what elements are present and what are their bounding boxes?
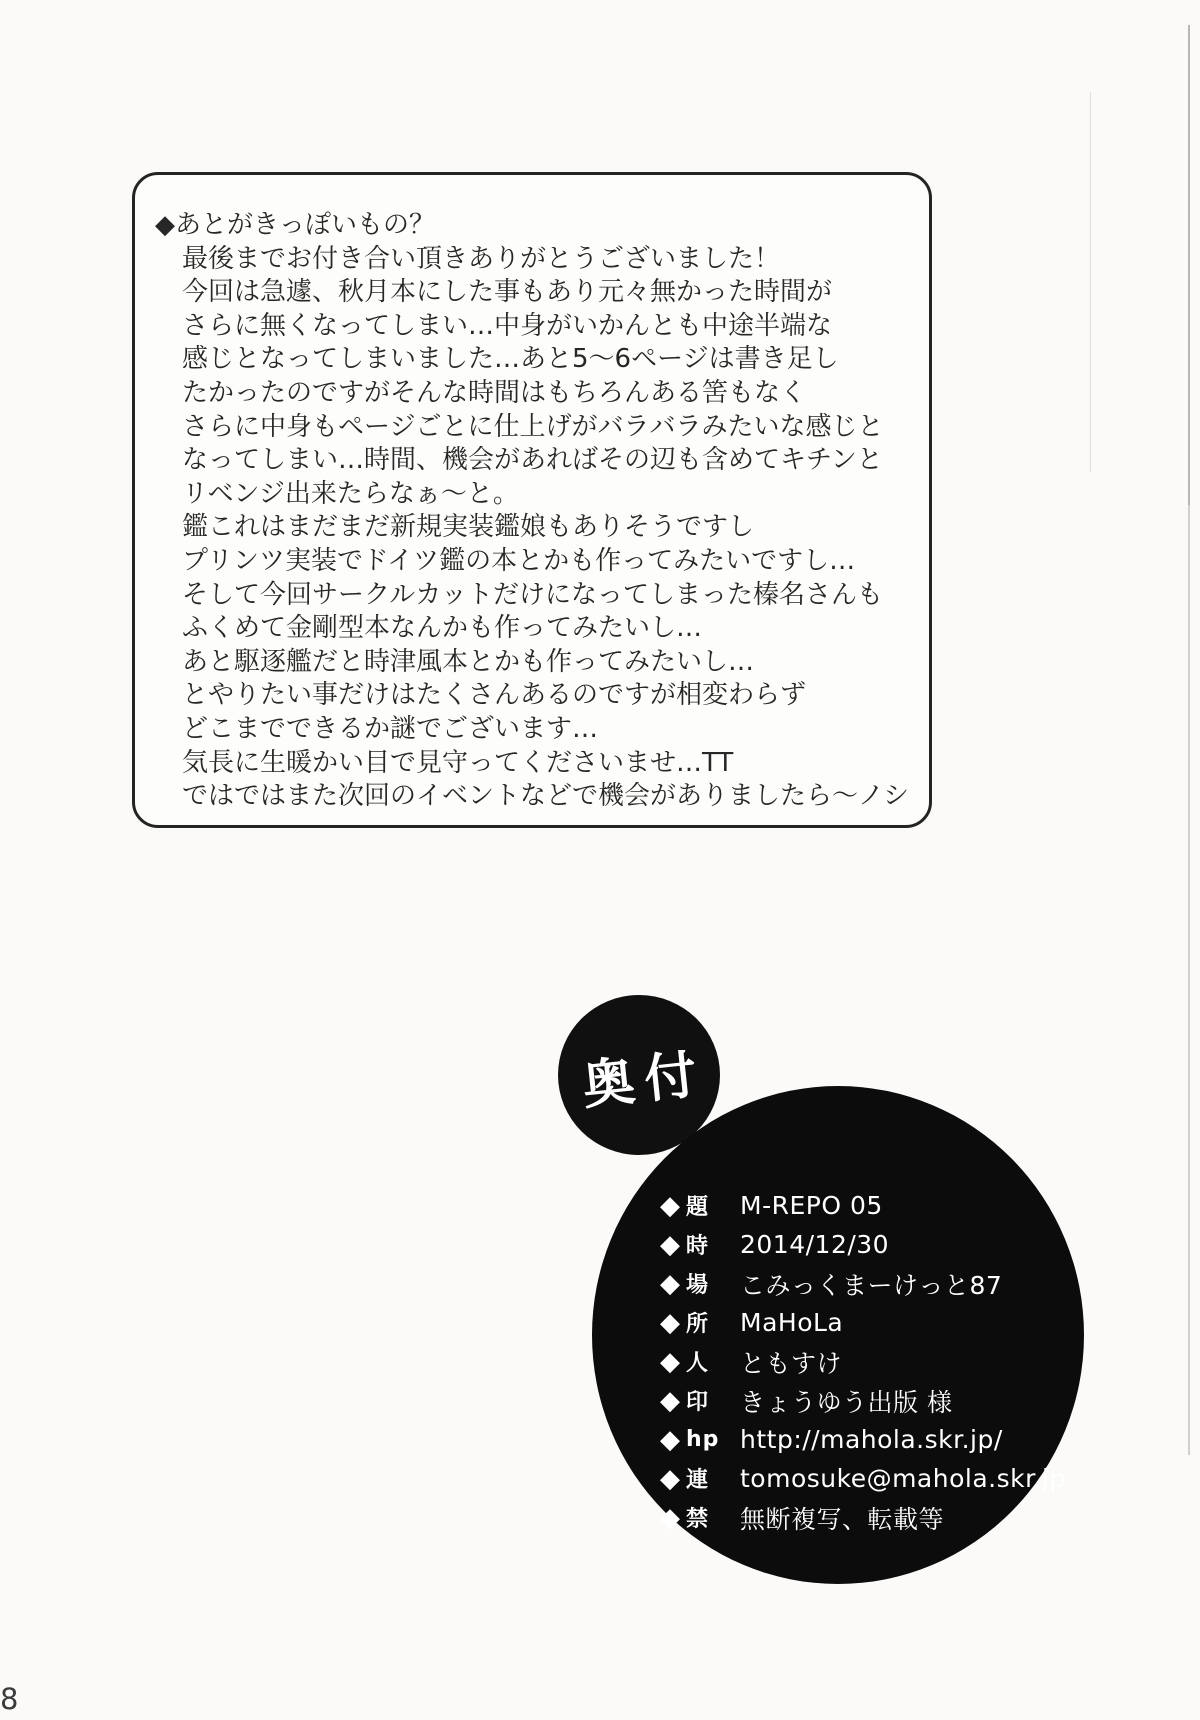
colophon-row-circle bbox=[660, 1303, 1066, 1342]
colophon-row-homepage bbox=[660, 1420, 1066, 1459]
colophon-row-contact bbox=[660, 1459, 1066, 1498]
afterword-line: ふくめて金剛型本なんかも作ってみたいし… bbox=[182, 613, 703, 644]
afterword-line: 気長に生暖かい目で見守ってくださいませ…TT bbox=[182, 747, 734, 778]
afterword-line: たかったのですがそんな時間はもちろんある筈もなく bbox=[182, 377, 807, 408]
scan-artifact-line bbox=[1188, 505, 1190, 1455]
diamond-icon: ◆ bbox=[660, 1190, 680, 1221]
colophon-value: 2014/12/30 bbox=[740, 1230, 890, 1259]
colophon-value: ともすけ bbox=[740, 1348, 843, 1378]
colophon-row-author bbox=[660, 1342, 1066, 1381]
colophon-label: 所 bbox=[686, 1312, 710, 1337]
diamond-icon: ◆ bbox=[660, 1346, 680, 1377]
afterword-line: さらに無くなってしまい…中身がいかんとも中途半端な bbox=[182, 310, 833, 341]
colophon-row-event bbox=[660, 1264, 1066, 1303]
afterword-line: 鑑これはまだまだ新規実装鑑娘もありそうですし bbox=[182, 512, 755, 543]
diamond-icon: ◆ bbox=[660, 1268, 680, 1299]
afterword-heading: ◆あとがきっぽいもの？ bbox=[155, 210, 435, 240]
colophon-value: http://mahola.skr.jp/ bbox=[740, 1425, 1003, 1454]
scan-artifact-line bbox=[1090, 92, 1091, 472]
scan-artifact-line bbox=[1188, 25, 1190, 505]
colophon-label: hp bbox=[686, 1427, 720, 1452]
colophon-label: 題 bbox=[686, 1195, 710, 1220]
colophon-label: 人 bbox=[686, 1351, 710, 1376]
colophon-circle bbox=[592, 1086, 1084, 1584]
diamond-icon: ◆ bbox=[660, 1502, 680, 1533]
afterword-line: なってしまい…時間、機会があればその辺も含めてキチンと bbox=[182, 445, 883, 476]
colophon-row-prohibition bbox=[660, 1498, 1066, 1537]
afterword-line: どこまでできるか謎でございます… bbox=[182, 713, 599, 744]
diamond-icon: ◆ bbox=[660, 1229, 680, 1260]
colophon-row-title bbox=[660, 1186, 1066, 1225]
colophon-value: こみっくまーけっと87 bbox=[740, 1270, 1003, 1300]
afterword-box bbox=[132, 172, 932, 828]
diamond-icon: ◆ bbox=[660, 1385, 680, 1416]
colophon-value: M-REPO 05 bbox=[740, 1191, 883, 1220]
afterword-line: リベンジ出来たらなぁ～と。 bbox=[182, 478, 519, 509]
colophon-label: 連 bbox=[686, 1468, 710, 1493]
colophon-value: tomosuke@mahola.skr.jp bbox=[740, 1464, 1066, 1493]
afterword-line: さらに中身もページごとに仕上げがバラバラみたいな感じと bbox=[182, 411, 884, 442]
colophon-label: 時 bbox=[686, 1234, 710, 1259]
afterword-line: あと駆逐艦だと時津風本とかも作ってみたいし… bbox=[182, 646, 755, 677]
colophon-value: 無断複写、転載等 bbox=[740, 1504, 945, 1534]
afterword-line: そして今回サークルカットだけになってしまった榛名さんも bbox=[182, 579, 883, 610]
afterword-line: 最後までお付き合い頂きありがとうございました！ bbox=[182, 243, 781, 274]
colophon-label: 場 bbox=[686, 1273, 710, 1298]
colophon-label: 禁 bbox=[686, 1507, 710, 1532]
afterword-line: ではではまた次回のイベントなどで機会がありましたら～ノシ bbox=[182, 781, 909, 812]
diamond-icon: ◆ bbox=[660, 1463, 680, 1494]
colophon-value: MaHoLa bbox=[740, 1308, 844, 1337]
colophon-rows bbox=[660, 1186, 1066, 1537]
colophon-stamp-title: 奥付 bbox=[579, 1043, 710, 1117]
afterword-line: 今回は急遽、秋月本にした事もあり元々無かった時間が bbox=[182, 277, 833, 308]
afterword-line: とやりたい事だけはたくさんあるのですが相変わらず bbox=[182, 680, 807, 711]
page-number: 8 bbox=[0, 1682, 19, 1716]
diamond-icon: ◆ bbox=[660, 1424, 680, 1455]
afterword-line: 感じとなってしまいました…あと5～6ページは書き足し bbox=[182, 344, 839, 375]
afterword-line: プリンツ実装でドイツ鑑の本とかも作ってみたいですし… bbox=[182, 545, 856, 576]
diamond-icon: ◆ bbox=[660, 1307, 680, 1338]
colophon-row-printer bbox=[660, 1381, 1066, 1420]
colophon-value: きょうゆう出版 様 bbox=[740, 1387, 953, 1417]
colophon-row-date bbox=[660, 1225, 1066, 1264]
afterword-text bbox=[155, 209, 919, 814]
colophon-label: 印 bbox=[686, 1390, 710, 1415]
